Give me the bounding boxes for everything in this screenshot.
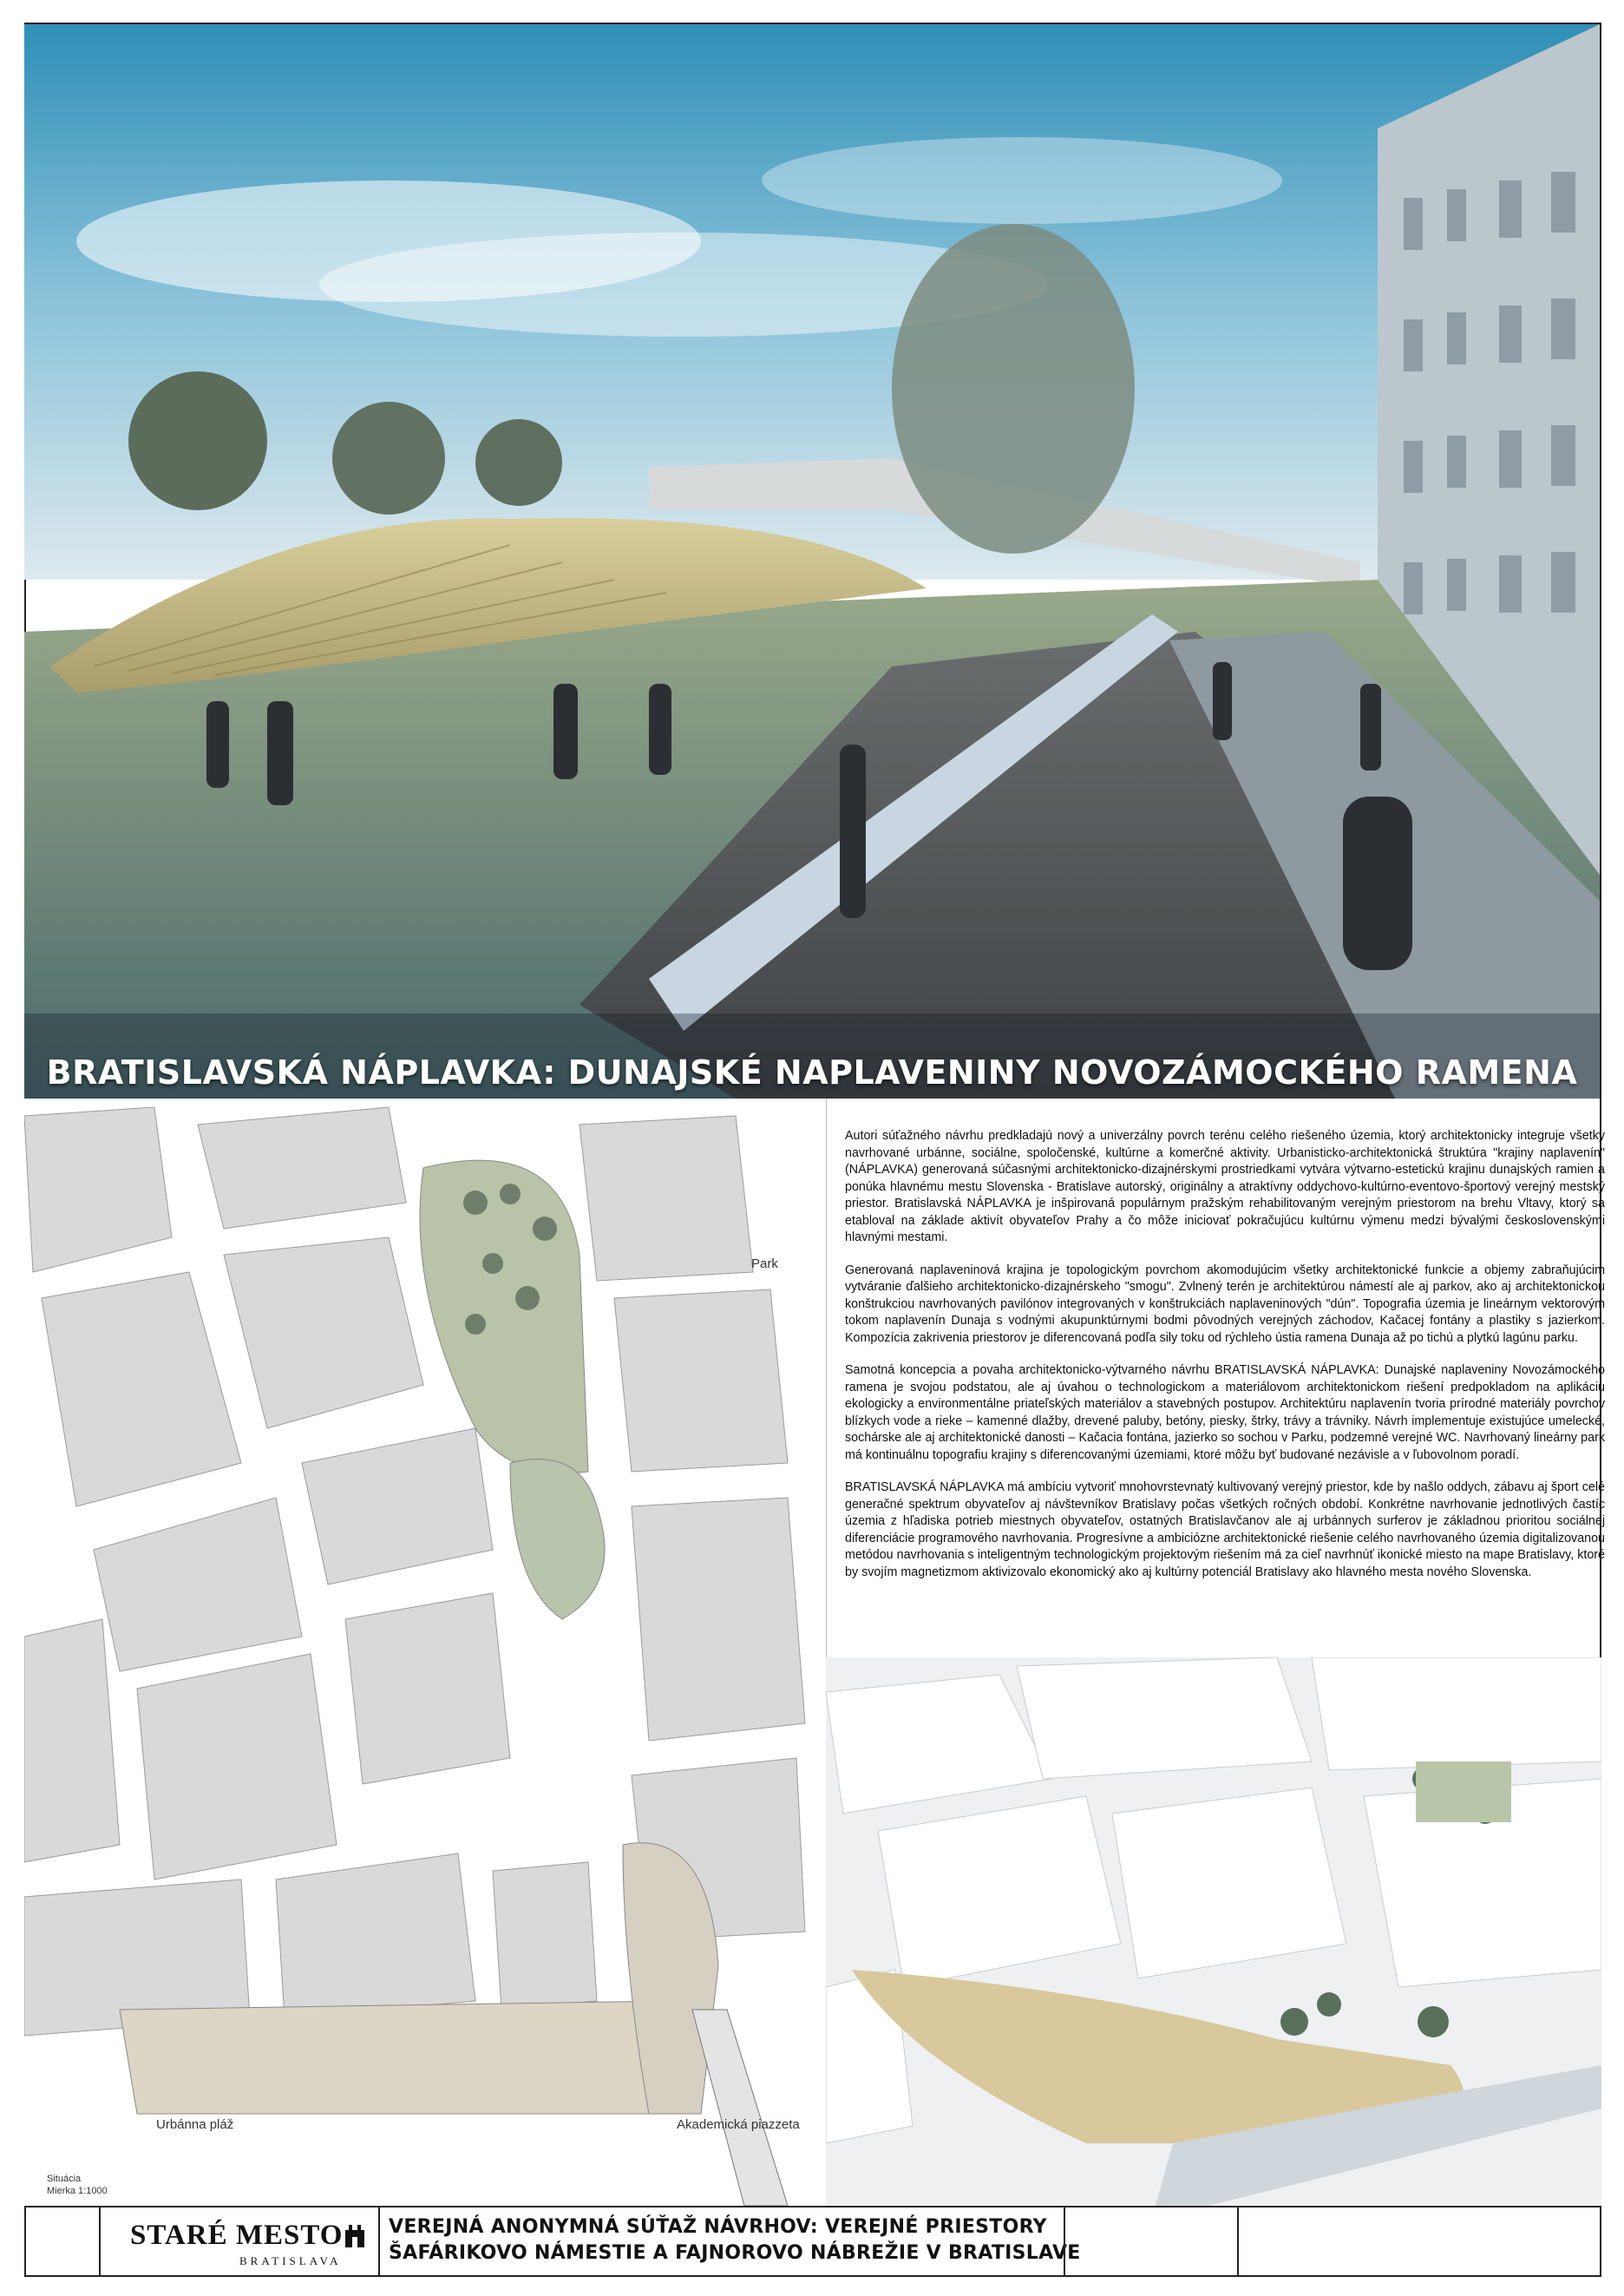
competition-title <box>389 2214 1081 2266</box>
paragraph-3: Samotná koncepcia a povaha architektonicko-výtvarného návrhu BRATISLAVSKÁ NÁPLAVKA: Dunajské naplaveniny Novozámockého ramena je svojou podstatou, ale aj úvahou o technologickom a materiálovom architektonickom riešení predpokladom na aplikáciu ekologicky a environmentálne priateľských materiálov a stavebných postupov. Architektúru naplavenín tvoria prírodné materiály povrchov blízkych vode a rieke – kamenné dlažby, drevené paluby, betóny, piesky, štrky, trávy a trávniky. Návrh implementuje existujúce umelecké, sochárske ale aj architektonické danosti – Kačacia fontána, jazierko so sochou v Parku, podzemné verejné WC. Navrhovaný lineárny park má kontinuálnu topografiu krajiny s diferencovanými územiami, ktoré môžu byť budované nezávisle a v ľubovolnom poradí. <box>845 1363 1605 1462</box>
logo-subtext: BRATISLAVA <box>239 2254 342 2267</box>
hero-rendering <box>24 24 1600 1099</box>
footer-box-2 <box>1237 2207 1601 2277</box>
aerial-render <box>826 1657 1601 2206</box>
scale-label: Mierka 1:1000 <box>47 2186 108 2196</box>
hero-scene <box>24 24 1600 1099</box>
aerial-scene <box>826 1657 1601 2206</box>
competition-line-1: VEREJNÁ ANONYMNÁ SÚŤAŽ NÁVRHOV: VEREJNÉ PRIESTORY <box>389 2216 1047 2238</box>
label-park: Park <box>751 1256 778 1271</box>
logo-text: STARÉ MESTO <box>130 2220 344 2251</box>
site-plan-drawing <box>24 1099 826 2206</box>
situacia-label: Situácia <box>47 2174 82 2184</box>
poster-title: BRATISLAVSKÁ NÁPLAVKA: DUNAJSKÉ NAPLAVENINY NOVOZÁMOCKÉHO RAMENA <box>46 1053 1578 1092</box>
castle-icon <box>344 2221 366 2247</box>
competition-line-2: ŠAFÁRIKOVO NÁMESTIE A FAJNOROVO NÁBREŽIE V BRATISLAVE <box>389 2242 1081 2264</box>
tree <box>475 419 562 506</box>
site-plan <box>24 1099 827 2206</box>
paragraph-1: Autori súťažného návrhu predkladajú nový a univerzálny povrch terénu celého riešeného územia, ktorý architektonicky integruje všetky navrhované urbánne, sociálne, spoločenské, kultúrne a komerčné aktivity. Urbanisticko-architektonická štruktúra "krajiny naplavenín" (NÁPLAVKA) generovaná súčasnými architektonicko-dizajnérskymi prostriedkami vytvára výtvarno-estetickú krajinu dunajských ramien a ponúka hlavnému mestu Slovenska - Bratislave autorský, originálny a atraktívny oddychovo-kultúrno-eventovo-športový verejný mestský priestor. Bratislavská NÁPLAVKA je inšpirovaná populárnym pražským rehabilitovaným verejným priestorom na brehu Vltavy, ktorý sa etabloval na základe aktivít obyvateľov Prahy a čo môže iniciovať pokračujúcu kultúrnu výmenu medzi bývalými československými hlavnými mestami. <box>845 1129 1605 1244</box>
tree <box>892 224 1135 554</box>
paragraph-2: Generovaná naplaveninová krajina je topologickým povrchom akomodujúcim všetky architektonické funkcie a objemy zabraňujúcim vytváranie ďalšieho architektonicko-dizajnérskeho "smogu". Zvlnený terén je architektúrou námestí ale aj parkov, ako aj architektonickou konštrukciou navrhovaných pavilónov integrovaných v konštrukciách naplaveninových "dún". Topografia územia je lineárnym vektorovým tokom naplavenín Dunaja s vodnými akupunktúrnymi bodmi pôvodných verejných záchodov, Kačacej fontány a plastiky s jazierkom. Kompozícia zakrivenia priestorov je diferencovaná podľa sily toku od rýchleho ústia ramena Dunaja až po tichú a plytkú lagúnu parku. <box>845 1263 1605 1345</box>
paragraph-4: BRATISLAVSKÁ NÁPLAVKA má ambíciu vytvoriť mnohovrstevnatý kultivovaný verejný priestor, kde by našlo oddych, zábavu aj šport celé generačné spektrum obyvateľov aj návštevníkov Bratislavy počas všetkých ročných období. Konkrétne navrhovanie jednotlivých častíc územia z hľadiska potrieb miestnych obyvateľov, ostatných Bratislavčanov ale aj urbánnych surferov je základnou prioritou sociálnej diferenciácie programového navrhovania. Progresívne a ambiciózne architektonické riešenie celého navrhovaného územia digitalizovanou metódou navrhovania s inteligentným technologickým projektovým riešením má za cieľ navrhnúť ikonické miesto na mape Bratislavy, ktoré by svojím magnetizmom aktivizovalo ekonomický ako aj kultúrny potenciál Bratislavy ako hlavného mesta nového Slovenska. <box>845 1480 1605 1579</box>
stare-mesto-logo <box>99 2207 380 2277</box>
urban-beach <box>120 2001 684 2114</box>
description-text <box>845 1128 1605 1597</box>
footer <box>24 2206 1600 2279</box>
footer-box-1 <box>1064 2207 1239 2277</box>
cloud <box>762 137 1282 224</box>
tree <box>128 371 267 510</box>
label-urban-beach: Urbánna pláž <box>156 2117 234 2132</box>
tree <box>332 402 445 515</box>
aerial-park <box>1416 1761 1511 1822</box>
plan-caption <box>47 2173 108 2197</box>
label-academic-piazzeta: Akademická piazzeta <box>677 2117 800 2132</box>
